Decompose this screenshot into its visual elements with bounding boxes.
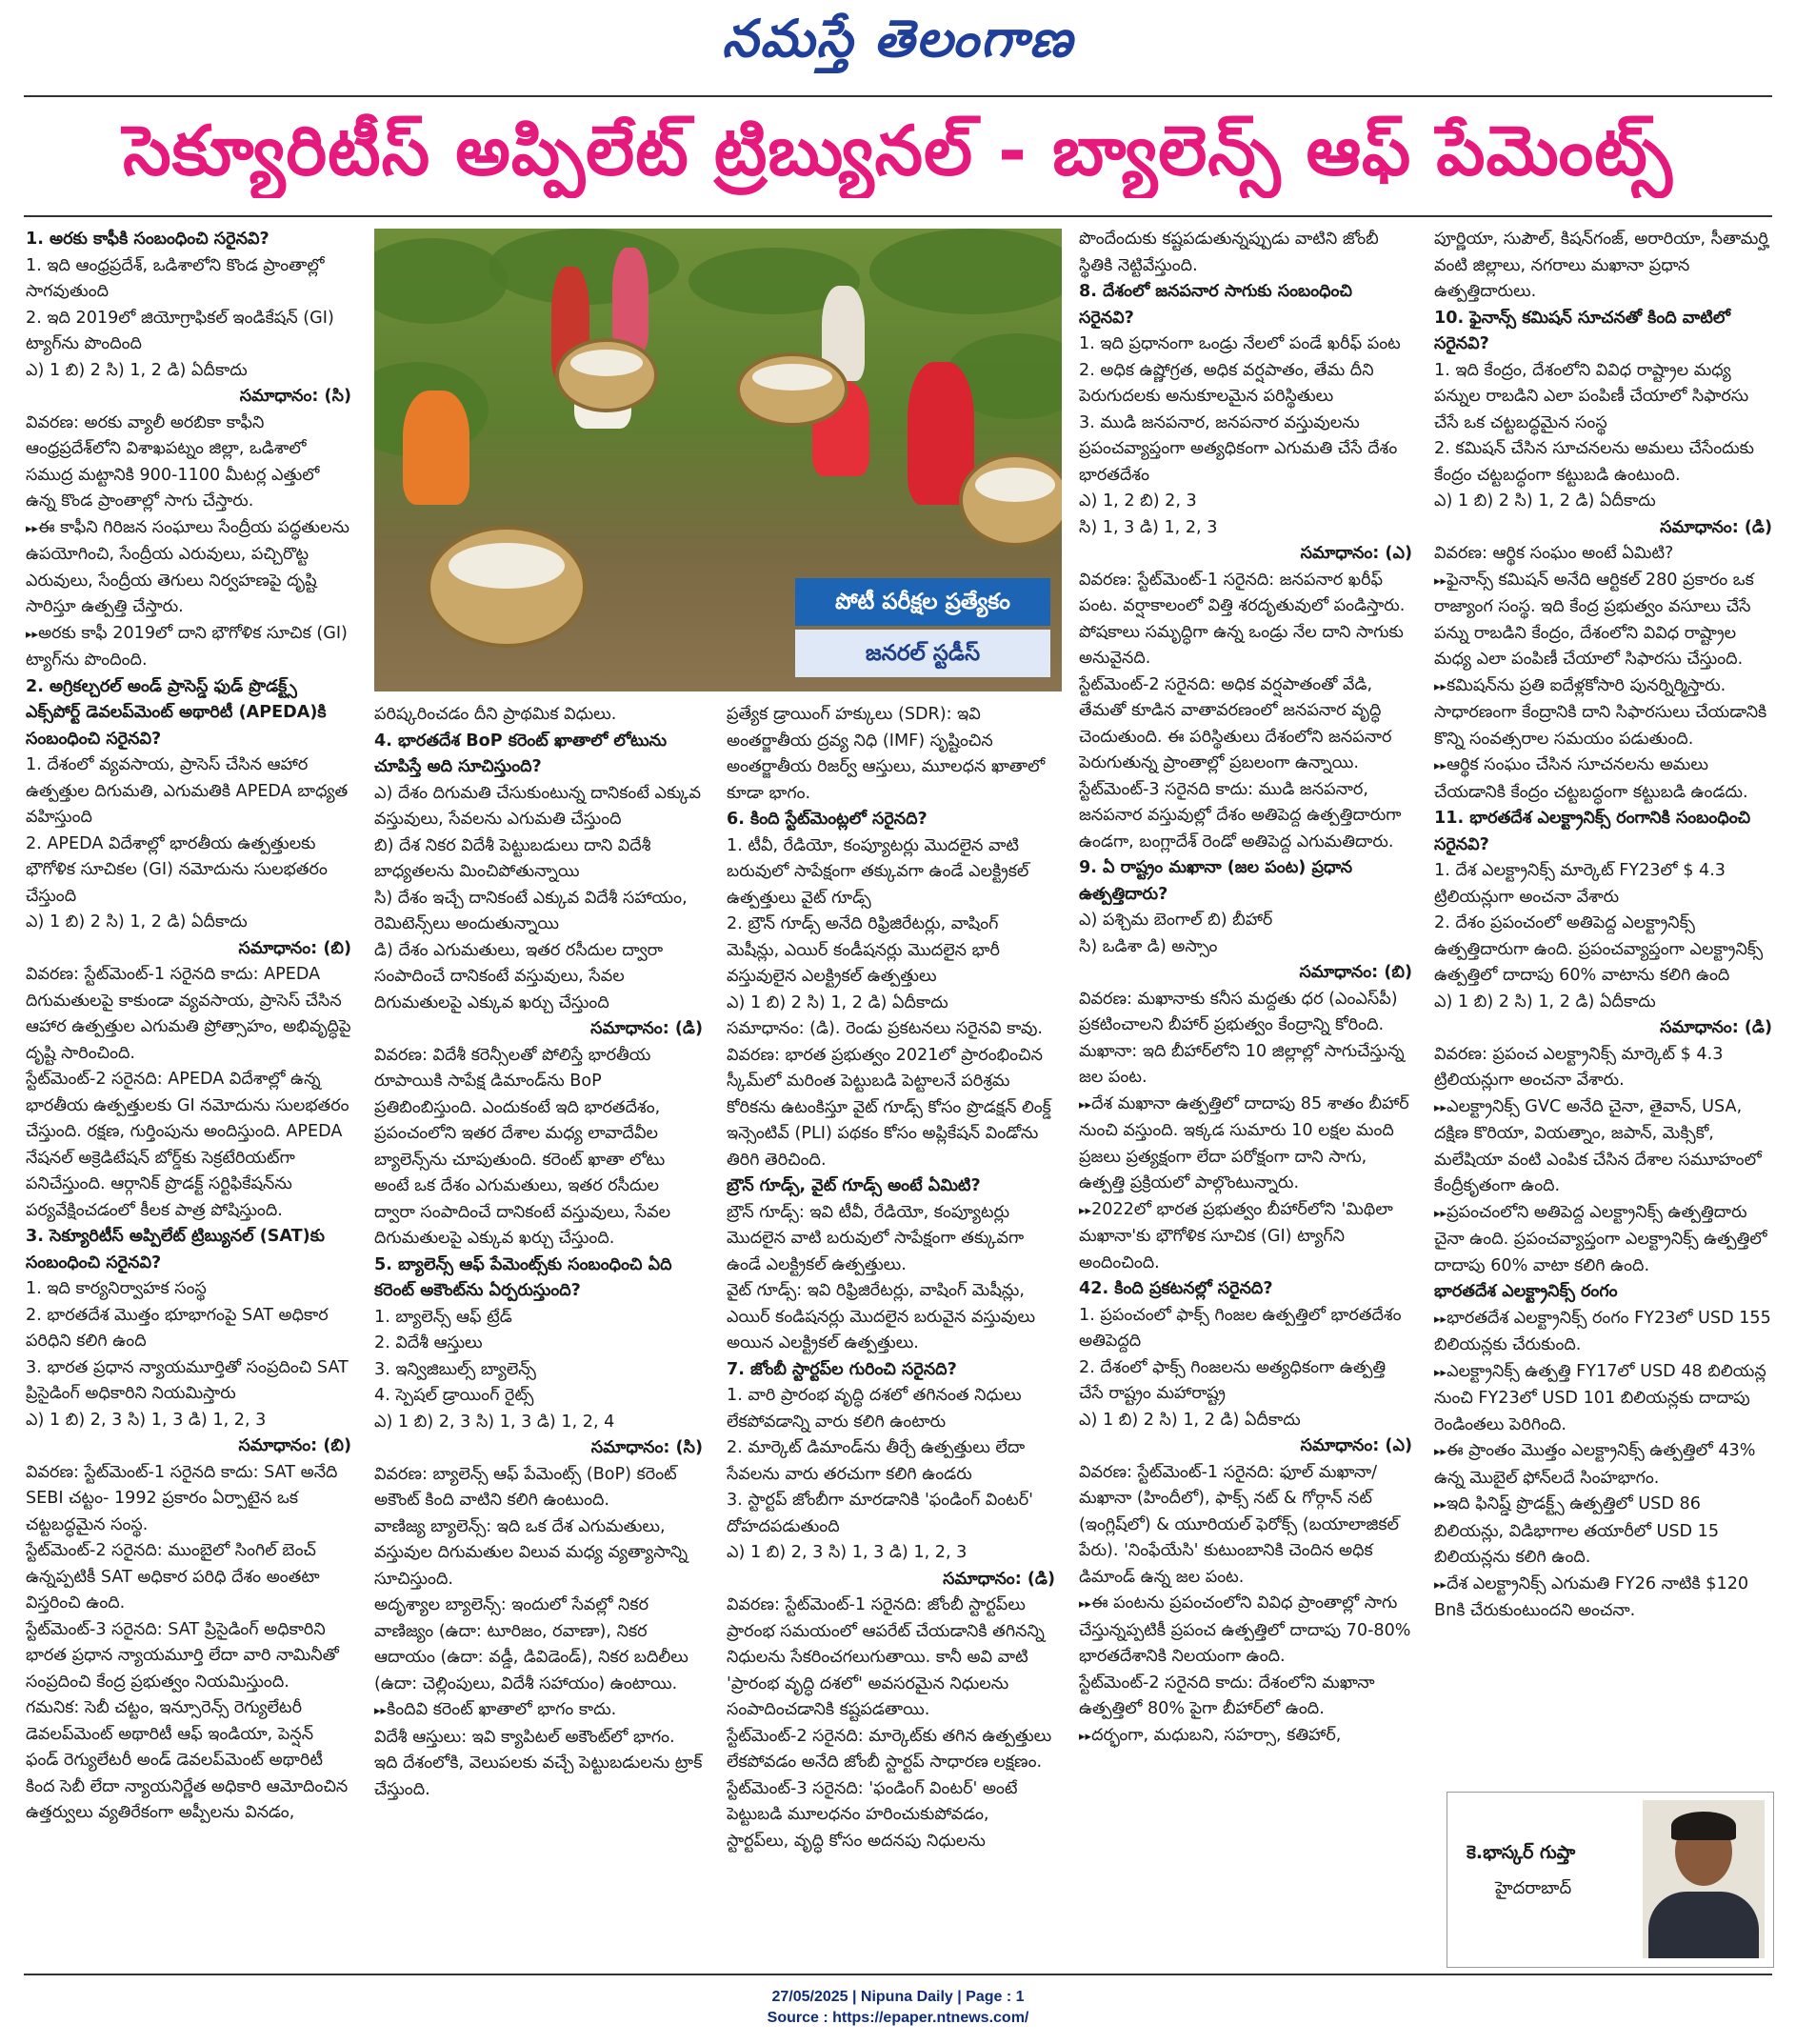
body-text: వివరణ: స్టేట్‌మెంట్-1 సరైనది: జనపనార ఖరీఫ్ పంట. వర్షాకాలంలో విత్తి శరదృతువులో పండిస్తారు. పోషకాలు సమృద్ధిగా ఉన్న ఒండ్రు నేల దాని సాగుకు అనువైనది. [1079,570,1406,668]
footer-date-line: 27/05/2025 | Nipuna Daily | Page : 1 [771,1989,1025,2005]
body-text: బి) దేశ నికర విదేశీ పెట్టుబడులు దాని విదేశీ బాధ్యతలను మించిపోతున్నాయి [374,835,651,881]
column-4 [1079,227,1412,1941]
body-text: స్టేట్‌మెంట్-2 సరైనది: అధిక వర్షపాతంతో వేడి, తేమతో కూడిన వాతావరణంలో జనపనార వృద్ధి చెందుతుంది. ఈ పరిస్థితులు దేశంలోని జనపనార పెరుగుతున్న ప్రాంతాల్లో ప్రబలంగా ఉన్నాయి. [1079,674,1392,772]
body-text: ఎ) 1 బి) 2 సి) 1, 2 డి) ఏదీకాదు [26,360,248,380]
badge-subtitle: జనరల్ స్టడీస్ [795,630,1050,677]
answer-text: సమాధానం: (బి) [238,1436,351,1455]
body-text: 2. విదేశీ ఆస్తులు [374,1333,483,1353]
body-text: 3. స్టార్టప్ జోంబీగా మారడానికి 'ఫండింగ్ వింటర్' దోహదపడుతుంది [727,1491,1034,1536]
body-text: బ్రౌన్ గూడ్స్: ఇవి టీవీ, రేడియో, కంప్యూటర్లు మొదలైన వాటి బరువులో సాపేక్షంగా తక్కువగా ఉండే ఎలక్ట్రికల్ ఉత్పత్తులు. [727,1202,1025,1274]
body-text: స్టేట్‌మెంట్-3 సరైనది కాదు: ముడి జనపనార, జనపనార వస్తువుల్లో దేశం అతిపెద్ద ఉత్పత్తిదారుగా ఉండగా, బంగ్లాదేశ్ రెండో అతిపెద్ద ఎగుమతిదారు. [1079,779,1402,852]
body-text: విదేశీ ఆస్తులు: ఇవి క్యాపిటల్ అకౌంట్‌లో భాగం. ఇది దేశంలోకి, వెలుపలకు వచ్చే పెట్టుబడులను ట్రాక్ చేస్తుంది. [374,1727,703,1799]
body-text: ఎ) 1, 2 బి) 2, 3 [1079,491,1197,511]
body-text: 1. దేశంలో వ్యవసాయ, ప్రాసెస్ చేసిన ఆహార ఉత్పత్తుల దిగుమతి, ఎగుమతికి APEDA బాధ్యత వహిస్తుంది [26,755,349,827]
question-text: 6. కింది స్టేట్‌మెంట్లలో సరైనది? [727,810,928,829]
question-text: 3. సెక్యూరిటీస్ అప్పిలేట్ ట్రిబ్యునల్ (SAT)కు సంబంధించి సరైనవి? [26,1227,325,1272]
body-text: వివరణ: విదేశీ కరెన్సీలతో పోలిస్తే భారతీయ రూపాయికి సాపేక్ష డిమాండ్‌ను BoP ప్రతిబింబిస్తుంది. ఎందుకంటే ఇది భారతదేశం, ప్రపంచంలోని ఇతర దేశాల మధ్య లావాదేవీల బ్యాలెన్స్‌ను చూపుతుంది. కరెంట్ ఖాతా లోటు అంటే ఒక దేశం ఎగుమతులు, ఇతర రసీదుల ద్వారా సంపాదించే దానికంటే వస్తువులు, సేవల దిగుమతులపై ఎక్కువ ఖర్చు చేస్తుంది. [374,1045,671,1248]
body-text: సమాధానం: (డి). రెండు ప్రకటనలు సరైనవి కావు. [727,1019,1044,1038]
body-text: వివరణ: మఖానాకు కనీస మద్దతు ధర (ఎంఎస్‌పీ) ప్రకటించాలని బీహార్ ప్రభుత్వం కేంద్రాన్ని కోరింది. [1079,989,1398,1034]
question-text: బ్రౌన్ గూడ్స్, వైట్ గూడ్స్ అంటే ఏమిటి? [727,1176,981,1195]
body-text: 3. ఇన్విజిబుల్స్ బ్యాలెన్స్ [374,1359,536,1379]
body-text: 3. భారత ప్రధాన న్యాయమూర్తితో సంప్రదించి SAT ప్రిసైడింగ్ అధికారిని నియమిస్తారు [26,1357,349,1403]
answer-text: సమాధానం: (ఎ) [1300,1436,1412,1455]
body-text: వాణిజ్య బ్యాలెన్స్: ఇది ఒక దేశ ఎగుమతులు, వస్తువుల దిగుమతుల విలువ మధ్య వ్యత్యాసాన్ని సూచిస్తుంది. [374,1516,688,1589]
author-name: కె.భాస్కర్ గుప్తా [1467,1842,1576,1863]
answer-text: సమాధానం: (బి) [1299,963,1412,982]
question-text: 42. కింది ప్రకటనల్లో సరైనది? [1079,1279,1273,1298]
body-text: 1. ఇది కేంద్రం, దేశంలోని వివిధ రాష్ట్రాల మధ్య పన్నుల రాబడిని ఎలా పంపిణీ చేయాలో సిఫారసు చేసే ఒక చట్టబద్ధమైన సంస్థ [1434,360,1749,432]
footer [0,1987,1796,2029]
question-text: 4. భారతదేశ BoP కరెంట్ ఖాతాలో లోటును చూపిస్తే అది సూచిస్తుంది? [374,731,668,776]
section-badge [795,578,1050,677]
body-text: 1. బ్యాలెన్స్ ఆఫ్ ట్రేడ్ [374,1307,512,1327]
bullet-text: ▸▸ ఎలక్ట్రానిక్స్ GVC అనేది చైనా, తైవాన్, USA, దక్షిణ కొరియా, వియత్నాం, జపాన్, మెక్సికో, మలేషియా వంటి ఎంపిక చేసిన దేశాల సమూహంలో కేంద్రీకృతంగా ఉంది. [1434,1094,1772,1200]
bullet-text: ▸▸ కిందివి కరెంట్ ఖాతాలో భాగం కాదు. [374,1697,703,1725]
body-text: 2. దేశం ప్రపంచంలో అతిపెద్ద ఎలక్ట్రానిక్స్ ఉత్పత్తిదారుగా ఉంది. ప్రపంచవ్యాప్తంగా ఎలక్ట్రానిక్స్ ఉత్పత్తిలో దాదాపు 60% వాటాను కలిగి ఉంది [1434,913,1764,985]
body-text: పరిష్కరించడం దీని ప్రాథమిక విధులు. [374,705,617,724]
body-text: వివరణ: స్టేట్‌మెంట్-1 సరైనది: ఫూల్ మఖానా/ మఖానా (హిందీలో), ఫాక్స్ నట్ & గోర్గాన్ నట్ (ఇంగ్లిష్‌లో) & యూరియల్ ఫెరోక్స్ (బయాలాజికల్ పేరు). 'నింఫేయేసి' కుటుంబానికి చెందిన అధిక డిమాండ్ ఉన్న జల పంట. [1079,1462,1400,1587]
avatar [1643,1800,1765,1958]
body-text: పొందేందుకు కష్టపడుతున్నప్పుడు వాటిని జోంబీ స్థితికి నెట్టివేస్తుంది. [1079,230,1379,275]
bullet-text: ▸▸ ఈ ప్రాంతం మొత్తం ఎలక్ట్రానిక్స్ ఉత్పత్తిలో 43% ఉన్న మొబైల్ ఫోన్‌లదే సింహభాగం. [1434,1438,1772,1492]
bullet-text: ▸▸ 2022లో భారత ప్రభుత్వం బీహార్‌లోని 'మిథిలా మఖానా'కు భౌగోళిక సూచిక (GI) ట్యాగ్‌ని అందించింది. [1079,1197,1412,1277]
body-text: 1. ఇది ఆంధ్రప్రదేశ్, ఒడిశాలోని కొండ ప్రాంతాల్లో సాగవుతుంది [26,255,325,301]
body-text: స్టేట్‌మెంట్-2 సరైనది: మార్కెట్‌కు తగిన ఉత్పత్తులు లేకపోవడం అనేది జోంబీ స్టార్టప్ సాధారణ లక్షణం. [727,1726,1052,1772]
body-text: వివరణ: అరకు వ్యాలీ అరబికా కాఫీని ఆంధ్రప్రదేశ్‌లోని విశాఖపట్నం జిల్లా, ఒడిశాలో సముద్ర మట్టానికి 900-1100 మీటర్ల ఎత్తులో ఉన్న కొండ ప్రాంతాల్లో సాగు చేస్తారు. [26,412,320,511]
column-1 [26,227,351,1941]
body-text: 2. భారతదేశ మొత్తం భూభాగంపై SAT అధికార పరిధిని కలిగి ఉంది [26,1305,329,1351]
body-text: ఎ) 1 బి) 2, 3 సి) 1, 3 డి) 1, 2, 3 [26,1410,267,1430]
footer-source-link[interactable]: Source : https://epaper.ntnews.com/ [767,2010,1029,2026]
body-text: సి) 1, 3 డి) 1, 2, 3 [1079,517,1218,537]
question-text: 1. అరకు కాఫీకి సంబంధించి సరైనవి? [26,230,269,249]
body-text: 1. ఇది కార్యనిర్వాహక సంస్థ [26,1279,207,1298]
question-text: 2. అగ్రికల్చరల్ అండ్ ప్రాసెస్డ్ ఫుడ్ ప్రొడక్ట్స్ ఎక్స్‌పోర్ట్ డెవలప్‌మెంట్ అథారిటీ (APEDA)కి సంబంధించి సరైనవి? [26,676,327,749]
question-text: 8. దేశంలో జనపనార సాగుకు సంబంధించి సరైనవి? [1079,282,1352,328]
body-text: వైట్ గూడ్స్: ఇవి రిఫ్రిజిరేటర్లు, వాషింగ్ మెషీన్లు, ఎయిర్ కండిషనర్లు మొదలైన బరువైన వస్తువులు అయిన ఎలక్ట్రికల్ ఉత్పత్తులు. [727,1281,1036,1353]
body-text: ప్రత్యేక డ్రాయింగ్ హక్కులు (SDR): ఇవి అంతర్జాతీయ ద్రవ్య నిధి (IMF) సృష్టించిన అంతర్జాతీయ రిజర్వ్ ఆస్తులు, మూలధన ఖాతాలో కూడా భాగం. [727,705,1046,803]
body-text: మఖానా: ఇది బీహార్‌లోని 10 జిల్లాల్లో సాగుచేస్తున్న జల పంట. [1079,1041,1405,1087]
body-text: 1. దేశ ఎలక్ట్రానిక్స్ మార్కెట్ FY23లో $ 4.3 ట్రిలియన్లుగా అంచనా వేశారు [1434,861,1726,907]
body-text: స్టేట్‌మెంట్-3 సరైనది: SAT ప్రిసైడింగ్ అధికారిని భారత ప్రధాన న్యాయమూర్తి లేదా వారి నామినీతో సంప్రదించి కేంద్ర ప్రభుత్వం నియమిస్తుంది. [26,1619,339,1692]
body-text: 2. APEDA విదేశాల్లో భారతీయ ఉత్పత్తులకు భౌగోళిక సూచికల (GI) నమోదును సులభతరం చేస్తుంది [26,833,328,906]
bullet-text: ▸▸ ప్రపంచంలోని అతిపెద్ద ఎలక్ట్రానిక్స్ ఉత్పత్తిదారు చైనా ఉంది. ప్రపంచవ్యాప్తంగా ఎలక్ట్రానిక్స్ ఉత్పత్తిలో దాదాపు 60% వాటా కలిగి ఉంది. [1434,1200,1772,1280]
column-3 [727,702,1055,1940]
body-text: స్టేట్‌మెంట్-2 సరైనది: APEDA విదేశాల్లో ఉన్న భారతీయ ఉత్పత్తులకు GI నమోదును సులభతరం చేస్తుంది. రక్షణ, గుర్తింపును అందిస్తుంది. APEDA నేషనల్ అక్రెడిటేషన్ బోర్డ్‌కు సెక్రటేరియట్‌గా పనిచేస్తుంది. ఆర్గానిక్ ప్రొడక్ట్ సర్టిఫికేషన్‌ను పర్యవేక్షించడంలో కీలక పాత్ర పోషిస్తుంది. [26,1070,349,1220]
bullet-text: ▸▸ ఈ కాఫీని గిరిజన సంఘాలు సేంద్రీయ పద్ధతులను ఉపయోగించి, సేంద్రీయ ఎరువులు, పచ్చిరొట్ట ఎరువులు, సేంద్రీయ తెగులు నిర్వహణపై దృష్టి సారిస్తూ ఉత్పత్తి చేస్తారు. [26,515,351,621]
body-text: స్టేట్‌మెంట్-2 సరైనది కాదు: దేశంలోని మఖానా ఉత్పత్తిలో 80% పైగా బీహార్‌లో ఉంది. [1079,1673,1375,1718]
body-text: 1. ప్రపంచంలో ఫాక్స్ గింజల ఉత్పత్తిలో భారతదేశం అతిపెద్దది [1079,1305,1402,1351]
body-text: వివరణ: ఆర్థిక సంఘం అంటే ఏమిటి? [1434,544,1674,563]
body-text: 2. అధిక ఉష్ణోగ్రత, అధిక వర్షపాతం, తేమ దీని పెరుగుదలకు అనుకూలమైన పరిస్థితులు [1079,360,1374,406]
divider [24,95,1772,97]
body-text: ఎ) 1 బి) 2 సి) 1, 2 డి) ఏదీకాదు [1434,992,1656,1012]
column-2 [374,702,703,1940]
column-5 [1434,227,1772,1781]
body-text: ఎ) 1 బి) 2 సి) 1, 2 డి) ఏదీకాదు [727,992,948,1012]
body-text: డి) దేశం ఎగుమతులు, ఇతర రసీదుల ద్వారా సంపాదించే దానికంటే వస్తువులు, సేవల దిగుమతులపై ఎక్కువ ఖర్చు చేస్తుంది [374,940,664,1012]
author-city: హైదరాబాద్ [1495,1878,1572,1898]
body-text: 2. బ్రౌన్ గూడ్స్ అనేది రిఫ్రిజిరేటర్లు, వాషింగ్ మెషీన్లు, ఎయిర్ కండీషనర్లు మొదలైన భారీ వస్తువులైన ఎలక్ట్రికల్ ఉత్పత్తులు [727,914,1000,986]
body-text: వివరణ: స్టేట్‌మెంట్-1 సరైనది కాదు: APEDA దిగుమతులపై కాకుండా వ్యవసాయ, ప్రాసెస్ చేసిన ఆహార ఉత్పత్తుల ఎగుమతి ప్రోత్సాహం, అభివృద్ధిపై దృష్టి సారించింది. [26,965,351,1063]
question-text: భారతదేశ ఎలక్ట్రానిక్స్ రంగం [1434,1282,1618,1301]
answer-text: సమాధానం: (డి) [1660,1018,1772,1037]
body-text: ఎ) పశ్చిమ బెంగాల్ బి) బీహార్ [1079,911,1273,930]
question-text: 11. భారతదేశ ఎలక్ట్రానిక్స్ రంగానికి సంబంధించి సరైనవి? [1434,809,1751,854]
bullet-text: ▸▸ దేశ ఎలక్ట్రానిక్స్ ఎగుమతి FY26 నాటికి $120 Bnకి చేరుకుంటుందని అంచనా. [1434,1572,1772,1625]
divider [24,1974,1772,1975]
body-text: 3. ముడి జనపనార, జనపనార వస్తువులను ప్రపంచవ్యాప్తంగా అత్యధికంగా ఎగుమతి చేసే దేశం భారతదేశం [1079,412,1398,485]
question-text: 5. బ్యాలెన్స్ ఆఫ్ పేమెంట్స్‌కు సంబంధించి ఏది కరెంట్ అకౌంట్‌ను ఏర్పరుస్తుంది? [374,1254,672,1300]
masthead [0,8,1796,84]
bullet-text: ▸▸ కమిషన్‌ను ప్రతి ఐదేళ్లకోసారి పునర్నిర్మిస్తారు. సాధారణంగా కేంద్రానికి దాని సిఫారసులు చేయడానికి కొన్ని సంవత్సరాల సమయం పడుతుంది. [1434,673,1772,753]
body-text: 2. దేశంలో ఫాక్స్ గింజలను అత్యధికంగా ఉత్పత్తి చేసే రాష్ట్రం మహారాష్ట్ర [1079,1357,1387,1403]
body-text: స్టేట్‌మెంట్-3 సరైనది: 'ఫండింగ్ వింటర్' అంటే పెట్టుబడి మూలధనం హరించుకుపోవడం, స్టార్టప్‌లు, వృద్ధి కోసం అదనపు నిధులను [727,1778,1018,1851]
body-text: 4. స్పెషల్ డ్రాయింగ్ రైట్స్ [374,1386,534,1405]
body-text: 2. ఇది 2019లో జియోగ్రాఫికల్ ఇండికేషన్ (GI) ట్యాగ్‌ను పొందింది [26,308,334,353]
bullet-text: ▸▸ దర్భంగా, మధుబని, సహర్సా, కతిహార్, [1079,1723,1412,1751]
bullet-text: ▸▸ ఈ పంటను ప్రపంచంలోని వివిధ ప్రాంతాల్లో సాగు చేస్తున్నప్పటికీ ప్రపంచ ఉత్పత్తిలో దాదాపు 70-80% భారతదేశానికి నిలయంగా ఉంది. [1079,1591,1412,1671]
body-text: ఎ) దేశం దిగుమతి చేసుకుంటున్న దానికంటే ఎక్కువ వస్తువులు, సేవలను ఎగుమతి చేస్తుంది [374,783,702,829]
body-text: స్టేట్‌మెంట్-2 సరైనది: ముంబైలో సింగిల్ బెంచ్ ఉన్నప్పటికీ SAT అధికార పరిధి దేశం అంతటా విస్తరించి ఉంది. [26,1541,320,1613]
body-text: 1. టీవీ, రేడియో, కంప్యూటర్లు మొదలైన వాటి బరువులో సాపేక్షంగా తక్కువగా ఉండే ఎలక్ట్రికల్ ఉత్పత్తులు వైట్ గూడ్స్ [727,835,1029,908]
body-text: 2. మార్కెట్ డిమాండ్‌ను తీర్చే ఉత్పత్తులు లేదా సేవలను వారు తరచుగా కలిగి ఉండరు [727,1438,1026,1484]
body-text: 2. కమిషన్ చేసిన సూచనలను అమలు చేసేందుకు కేంద్రం చట్టబద్ధంగా కట్టుబడి ఉంటుంది. [1434,439,1754,485]
answer-text: సమాధానం: (డి) [1660,517,1772,537]
body-text: వివరణ: ప్రపంచ ఎలక్ట్రానిక్స్ మార్కెట్ $ 4.3 ట్రిలియన్లుగా అంచనా వేశారు. [1434,1044,1724,1090]
body-text: వివరణ: స్టేట్‌మెంట్-1 సరైనది కాదు: SAT అనేది SEBI చట్టం- 1992 ప్రకారం ఏర్పాటైన ఒక చట్టబద్ధమైన సంస్థ. [26,1462,338,1534]
body-text: 1. వారి ప్రారంభ వృద్ధి దశలో తగినంత నిధులు లేకపోవడాన్ని వారు కలిగి ఉంటారు [727,1386,1022,1432]
body-text: వివరణ: బ్యాలెన్స్ ఆఫ్ పేమెంట్స్ (BoP) కరెంట్ అకౌంట్ కింది వాటిని కలిగి ఉంటుంది. [374,1464,677,1510]
body-text: గమనిక: సెబీ చట్టం, ఇన్సూరెన్స్ రెగ్యులేటరీ డెవలప్‌మెంట్ అథారిటీ ఆఫ్ ఇండియా, పెన్షన్ ఫండ్ రెగ్యులేటరీ అండ్ డెవలప్‌మెంట్ అథారిటీ కింద సెబీ లేదా న్యాయనిర్ణేత అధికారి ఆమోదించిన ఉత్తర్వులు వ్యతిరేకంగా అప్పీలను వినడం, [26,1698,349,1822]
answer-text: సమాధానం: (బి) [238,938,351,958]
body-text: వివరణ: భారత ప్రభుత్వం 2021లో ప్రారంభించిన స్కీమ్‌లో మరింత పెట్టుబడి పెట్టాలనే పరిశ్రమ కోరికను ఉటంకిస్తూ వైట్ గూడ్స్ కోసం ప్రొడక్షన్ లింక్డ్ ఇన్సెంటివ్ (PLI) పథకం కోసం అప్లికేషన్ విండోను తిరిగి తెరిచింది. [727,1045,1051,1170]
answer-text: సమాధానం: (సి) [239,387,351,406]
bullet-text: ▸▸ అరకు కాఫీ 2019లో దాని భౌగోళిక సూచిక (GI) ట్యాగ్‌ను పొందింది. [26,621,351,674]
author-box [1447,1792,1774,1968]
divider [24,215,1772,217]
bullet-text: ▸▸ దేశ మఖానా ఉత్పత్తిలో దాదాపు 85 శాతం బీహార్ నుంచి వస్తుంది. ఇక్కడ సుమారు 10 లక్షల మంది ప్రజలు ప్రత్యక్షంగా లేదా పరోక్షంగా దాని సాగు, ఉత్పత్తి ప్రక్రియలో పాల్గొంటున్నారు. [1079,1092,1412,1197]
body-text: ఎ) 1 బి) 2 సి) 1, 2 డి) ఏదీకాదు [1434,491,1656,511]
body-text: సి) ఒడిశా డి) అస్సాం [1079,936,1218,956]
body-text: ఎ) 1 బి) 2, 3 సి) 1, 3 డి) 1, 2, 3 [727,1543,968,1562]
body-text: ఎ) 1 బి) 2 సి) 1, 2 డి) ఏదీకాదు [1079,1410,1301,1430]
masthead-logo: నమస్తే తెలంగాణ [722,8,1074,69]
body-text: పూర్ణియా, సుపౌల్, కిషన్‌గంజ్, అరారియా, సీతామర్హి వంటి జిల్లాలు, నగరాలు మఖానా ప్రధాన ఉత్పత్తిదారులు. [1434,230,1768,301]
answer-text: సమాధానం: (సి) [590,1438,703,1457]
badge-title: పోటీ పరీక్షల ప్రత్యేకం [795,578,1050,626]
answer-text: సమాధానం: (డి) [590,1019,703,1038]
answer-text: సమాధానం: (ఎ) [1300,544,1412,563]
question-text: 7. జోంబీ స్టార్టప్‌ల గురించి సరైనది? [727,1359,957,1379]
body-text: అదృశ్యాల బ్యాలెన్స్: ఇందులో సేవల్లో నికర వాణిజ్యం (ఉదా: టూరిజం, రవాణా), నికర ఆదాయం (ఉదా: వడ్డీ, డివిడెండ్), నికర బదిలీలు (ఉదా: చెల్లింపులు, విదేశీ సహాయం) ఉంటాయి. [374,1595,688,1693]
page-headline: సెక్యూరిటీస్ అప్పిలేట్ ట్రిబ్యునల్ - బ్యాలెన్స్ ఆఫ్ పేమెంట్స్ [123,110,1673,190]
bullet-text: ▸▸ ఇది ఫినిష్డ్ ప్రొడక్ట్స్ ఉత్పత్తిలో USD 86 బిలియన్లు, విడిభాగాల తయారీలో USD 15 బిలియన్లను కలిగి ఉంది. [1434,1492,1772,1572]
body-text: 1. ఇది ప్రధానంగా ఒండ్రు నేలలో పండే ఖరీఫ్ పంట [1079,334,1401,353]
question-text: 10. ఫైనాన్స్ కమిషన్ సూచనతో కింది వాటిలో సరైనవి? [1434,308,1730,353]
body-text: వివరణ: స్టేట్‌మెంట్-1 సరైనది: జోంబీ స్టార్టప్‌లు ప్రారంభ సమయంలో ఆపరేట్ చేయడానికి తగినన్ని నిధులను సేకరించగలుగుతాయి. కానీ అవి వాటి 'ప్రారంభ వృద్ధి దశలో' అవసరమైన నిధులను సంపాదించడానికి కష్టపడతాయి. [727,1595,1045,1719]
bullet-text: ▸▸ భారతదేశ ఎలక్ట్రానిక్స్ రంగం FY23లో USD 155 బిలియన్లకు చేరుకుంది. [1434,1306,1772,1359]
body-text: ఎ) 1 బి) 2 సి) 1, 2 డి) ఏదీకాదు [26,912,248,932]
bullet-text: ▸▸ ఆర్థిక సంఘం చేసిన సూచనలను అమలు చేయడానికి కేంద్రం చట్టబద్ధంగా కట్టుబడి ఉండదు. [1434,752,1772,806]
question-text: 9. ఏ రాష్ట్రం మఖానా (జల పంట) ప్రధాన ఉత్పత్తిదారు? [1079,858,1353,904]
bullet-text: ▸▸ ఎలక్ట్రానిక్స్ ఉత్పత్తి FY17లో USD 48 బిలియన్ల నుంచి FY23లో USD 101 బిలియన్లకు దాదాపు రెండింతలు పెరిగింది. [1434,1359,1772,1439]
answer-text: సమాధానం: (డి) [943,1569,1055,1589]
body-text: ఎ) 1 బి) 2, 3 సి) 1, 3 డి) 1, 2, 4 [374,1412,615,1432]
bullet-text: ▸▸ ఫైనాన్స్ కమిషన్ అనేది ఆర్టికల్ 280 ప్రకారం ఒక రాజ్యాంగ సంస్థ. ఇది కేంద్ర ప్రభుత్వం వసూలు చేసే పన్ను రాబడిని కేంద్రం, దేశంలోని వివిధ రాష్ట్రాల మధ్య ఎలా పంపిణీ చేయాలో సిఫారసు చేస్తుంది. [1434,568,1772,673]
body-text: సి) దేశం ఇచ్చే దానికంటే ఎక్కువ విదేశీ సహాయం, రెమిటెన్స్‌లు అందుతున్నాయి [374,888,688,933]
